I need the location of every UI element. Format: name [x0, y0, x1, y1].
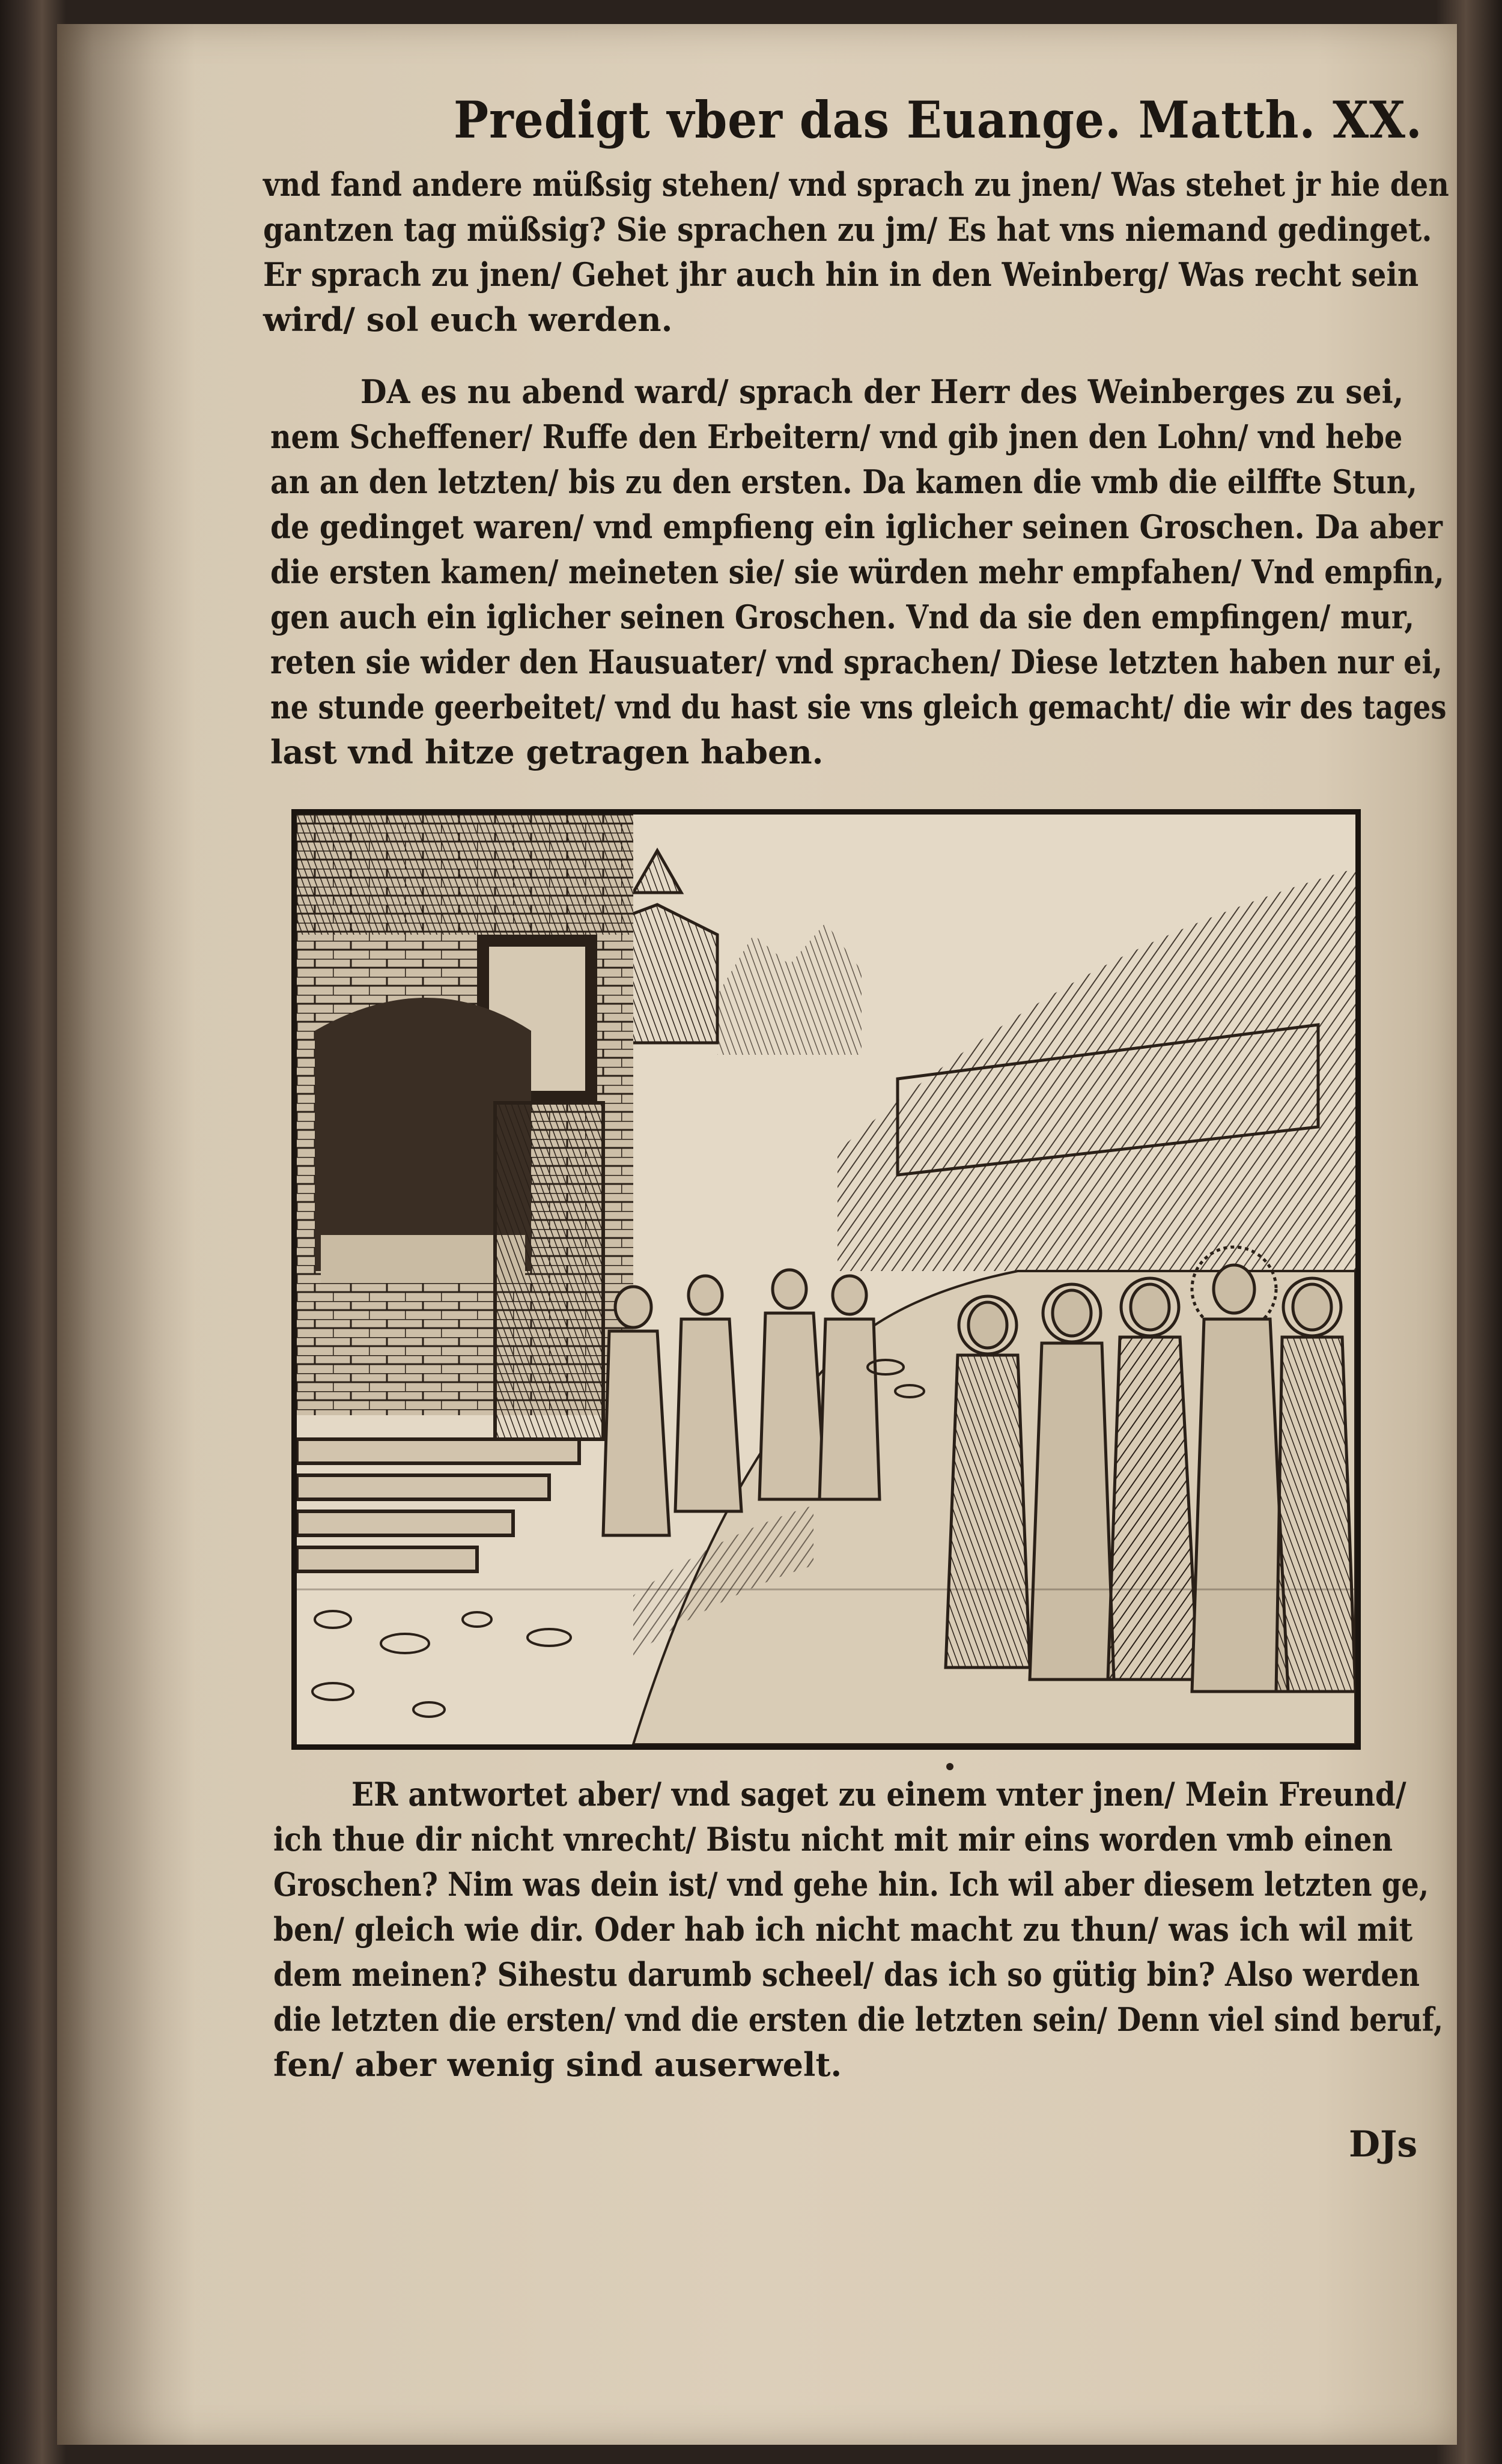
- text-line: last vnd hitze getragen haben.: [270, 733, 824, 771]
- text-line: DA es nu abend ward/ sprach der Herr des Weinberges zu sei,: [360, 372, 1404, 411]
- page-gutter-shadow: [57, 24, 195, 2445]
- text-line: de gedinget waren/ vnd empfieng ein iglicher seinen Groschen. Da aber: [270, 508, 1443, 546]
- woodcut-illustration: [291, 809, 1361, 1750]
- running-header: Predigt vber das Euange. Matth. XX.: [454, 90, 1423, 150]
- text-line: ben/ gleich wie dir. Oder hab ich nicht macht zu thun/ was ich wil mit: [273, 1910, 1413, 1949]
- text-line: vnd fand andere müßsig stehen/ vnd sprach zu jnen/ Was stehet jr hie den: [263, 165, 1449, 204]
- text-line: Groschen? Nim was dein ist/ vnd gehe hin. Ich wil aber diesem letzten ge,: [273, 1865, 1429, 1904]
- text-line: Er sprach zu jnen/ Gehet jhr auch hin in den Weinberg/ Was recht sein: [263, 255, 1419, 294]
- text-line: an an den letzten/ bis zu den ersten. Da kamen die vmb die eilffte Stun,: [270, 463, 1417, 501]
- text-line: wird/ sol euch werden.: [263, 300, 673, 339]
- text-line: die letzten die ersten/ vnd die ersten die letzten sein/ Denn viel sind beruf,: [273, 2000, 1444, 2039]
- catchword: DJs: [1349, 2123, 1418, 2165]
- text-line: gantzen tag müßsig? Sie sprachen zu jm/ Es hat vns niemand gedinget.: [263, 210, 1432, 249]
- ornament-dot: [946, 1763, 953, 1770]
- book-page: [57, 24, 1457, 2445]
- text-line: reten sie wider den Hausuater/ vnd sprachen/ Diese letzten haben nur ei,: [270, 643, 1443, 681]
- text-line: gen auch ein iglicher seinen Groschen. Vnd da sie den empfingen/ mur,: [270, 598, 1414, 636]
- text-line: fen/ aber wenig sind auserwelt.: [273, 2045, 842, 2084]
- text-line: die ersten kamen/ meineten sie/ sie würden mehr empfahen/ Vnd empfin,: [270, 553, 1444, 591]
- text-line: dem meinen? Sihestu darumb scheel/ das ich so gütig bin? Also werden: [273, 1955, 1420, 1994]
- text-line: ich thue dir nicht vnrecht/ Bistu nicht mit mir eins worden vmb einen: [273, 1820, 1393, 1859]
- woodcut-scene: [297, 815, 1355, 1744]
- text-line: nem Scheffener/ Ruffe den Erbeitern/ vnd gib jnen den Lohn/ vnd hebe: [270, 417, 1403, 456]
- text-line: ER antwortet aber/ vnd saget zu einem vnter jnen/ Mein Freund/: [351, 1775, 1406, 1813]
- text-line: ne stunde geerbeitet/ vnd du hast sie vns gleich gemacht/ die wir des tages: [270, 688, 1447, 726]
